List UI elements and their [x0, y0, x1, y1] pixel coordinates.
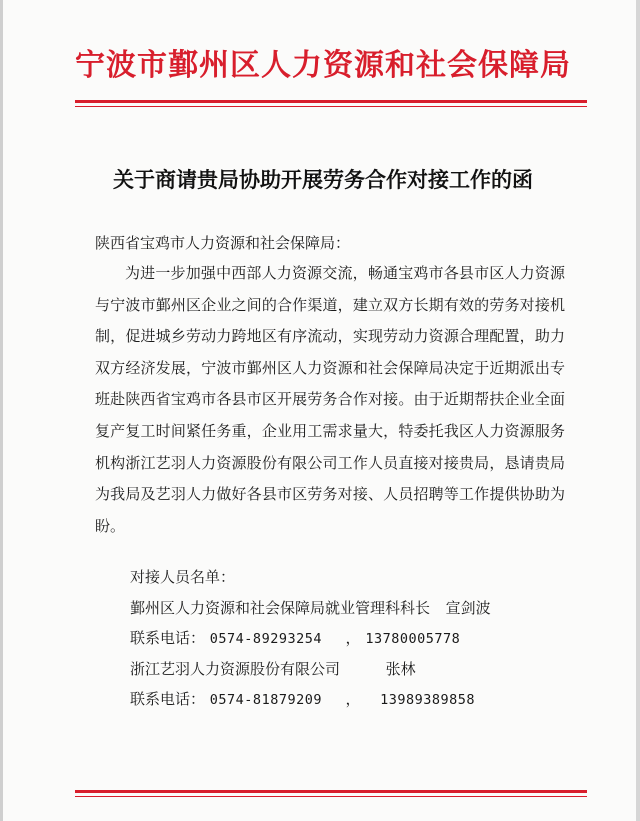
contact-list-heading: 对接人员名单：	[130, 568, 236, 586]
contact-2-phone-landline: 0574-81879209	[209, 692, 322, 708]
contact-1-org-title: 鄞州区人力资源和社会保障局就业管理科科长	[130, 598, 431, 617]
footer-divider-thick	[75, 790, 587, 793]
letterhead-divider-thin	[75, 106, 587, 107]
letterhead-divider-thick	[75, 100, 587, 103]
contact-2-phone-separator: ，	[345, 690, 361, 708]
contact-1-phone-label: 联系电话：	[130, 629, 206, 647]
contact-2-org: 浙江艺羽人力资源股份有限公司	[130, 659, 341, 678]
contact-2-phone-line	[130, 684, 590, 715]
contact-list	[130, 562, 590, 715]
contact-2-phone-mobile: 13989389858	[380, 692, 476, 708]
contact-2-phone-label: 联系电话：	[130, 690, 206, 708]
contact-1-phone-landline: 0574-89293254	[209, 631, 322, 647]
footer-divider-thin	[75, 796, 587, 797]
contact-1-name: 宣剑波	[445, 598, 491, 617]
contact-1-identity	[130, 593, 590, 624]
contact-2-identity	[130, 654, 590, 685]
letterhead-organization: 宁波市鄞州区人力资源和社会保障局	[75, 48, 571, 83]
contact-1-phone-separator: ，	[345, 629, 361, 647]
contact-1-phone-mobile: 13780005778	[365, 631, 461, 647]
letter-title: 关于商请贵局协助开展劳务合作对接工作的函	[113, 167, 533, 192]
letter-body: 为进一步加强中西部人力资源交流，畅通宝鸡市各县市区人力资源与宁波市鄞州区企业之间的合作渠道，建立双方长期有效的劳务对接机制，促进城乡劳动力跨地区有序流动，实现劳动力资源合理配置，助力双方经济发展，宁波市鄞州区人力资源和社会保障局决定于近期派出专班赴陕西省宝鸡市各县市区开展劳务合作对接。由于近期帮扶企业全面复产复工时间紧任务重，企业用工需求量大，特委托我区人力资源服务机构浙江艺羽人力资源股份有限公司工作人员直接对接贵局，恳请贵局为我局及艺羽人力做好各县市区劳务对接、人员招聘等工作提供协助为盼。	[95, 264, 565, 535]
contact-1-phone-line	[130, 623, 590, 654]
letter-addressee: 陕西省宝鸡市人力资源和社会保障局：	[95, 234, 351, 252]
contact-2-name: 张林	[385, 659, 416, 678]
